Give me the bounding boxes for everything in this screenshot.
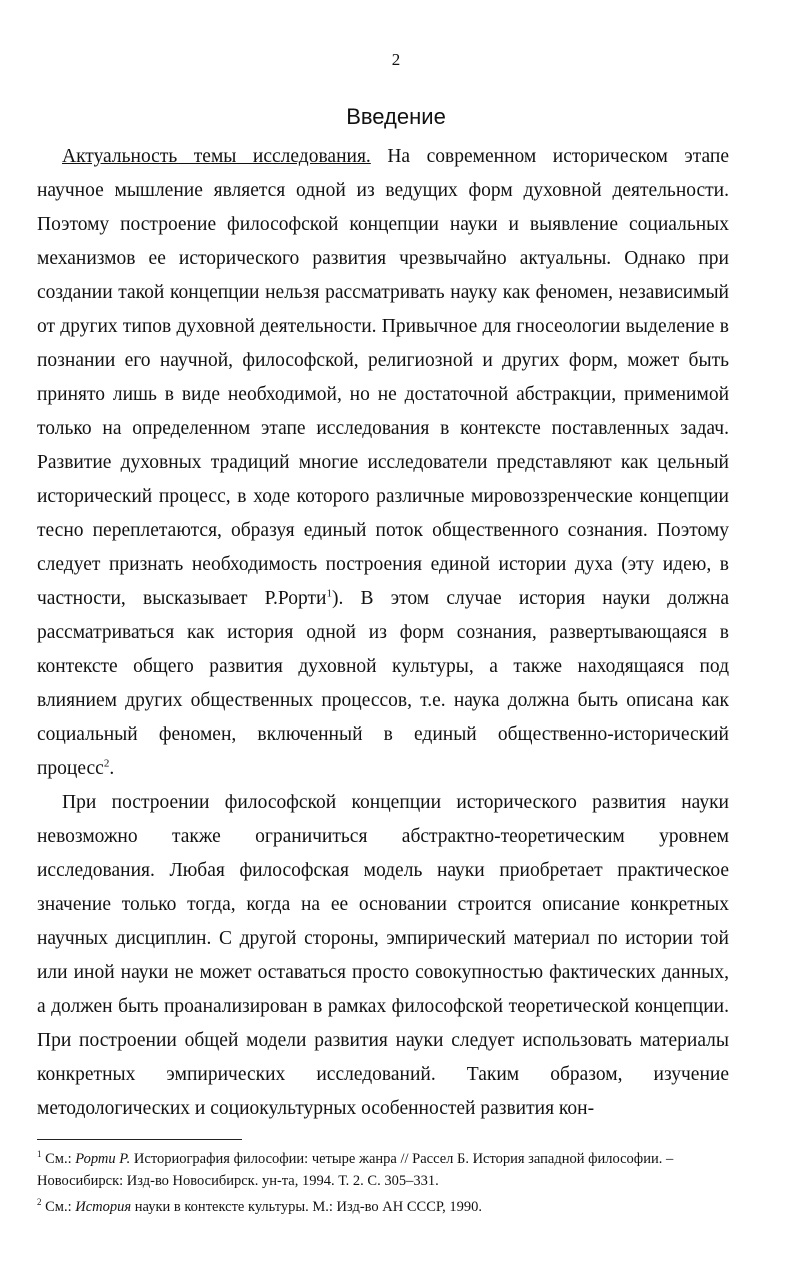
footnote-divider <box>37 1139 242 1140</box>
footnote-2-prefix: См.: <box>41 1199 76 1215</box>
footnote-1 <box>37 1148 729 1192</box>
paragraph-methodology: При построении философской концепции исторического развития науки невозможно также ограничиться абстрактно-теоретическим уровнем исследования. Любая философская модель науки приобретает практическое значение только тогда, когда на ее основании строится описание конкретных научных дисциплин. С другой стороны, эмпирический материал по истории той или иной науки не может оставаться просто совокупностью фактических данных, а должен быть проанализирован в рамках философской теоретической концепции. При построении общей модели развития науки следует использовать материалы конкретных эмпирических исследований. Таким образом, изучение методологических и социокультурных особенностей развития кон- <box>37 792 729 1119</box>
footnote-2-author: История <box>75 1199 132 1215</box>
footnote-ref-1[interactable]: 1 <box>326 587 332 600</box>
footnotes <box>37 1148 729 1218</box>
page-number: 2 <box>391 50 401 69</box>
footnote-mark-1: 1 <box>37 1149 42 1160</box>
relevance-lead: Актуальность темы исследования. <box>62 146 371 167</box>
main-text <box>37 140 729 1126</box>
footnote-2 <box>37 1196 729 1218</box>
footnote-1-prefix: См.: <box>41 1151 76 1167</box>
paragraph-relevance <box>37 140 729 786</box>
paragraph-relevance-text-c: . <box>109 758 115 779</box>
footnote-mark-2: 2 <box>37 1197 42 1208</box>
footnote-1-author: Рорти Р. <box>75 1151 131 1167</box>
paragraph-relevance-text-b: ). В этом случае история науки должна рассматриваться как история одной из форм сознания, развертывающаяся в контексте общего развития духовной культуры, а также находящаяся под влиянием других общественных процессов, т.е. наука должна быть описана как социальный феномен, включенный в единый общественно-исторический процесс <box>37 588 729 779</box>
footnote-ref-2[interactable]: 2 <box>103 757 110 770</box>
footnote-2-rest: науки в контексте культуры. М.: Изд-во АН СССР, 1990. <box>131 1199 483 1215</box>
footnote-1-rest: Историография философии: четыре жанра // Рассел Б. История западной философии. – Новосибирск: Изд-во Новосибирск. ун-та, 1994. Т. 2. С. 305–331. <box>37 1151 674 1189</box>
paragraph-relevance-text-a: На современном историческом этапе научное мышление является одной из ведущих форм духовной деятельности. Поэтому построение философской концепции науки и выявление социальных механизмов ее исторического развития чрезвычайно актуальны. Однако при создании такой концепции нельзя рассматривать науку как феномен, независимый от других типов духовной деятельности. Привычное для гносеологии выделение в познании его научной, философской, религиозной и других форм, может быть принято лишь в виде необходимой, но не достаточной абстракции, применимой только на определенном этапе исследования в контексте поставленных задач. Развитие духовных традиций многие исследователи представляют как цельный исторический процесс, в ходе которого различные мировоззренческие концепции тесно переплетаются, образуя единый поток общественного сознания. Поэтому следует признать необходимость построения единой истории духа (эту идею, в частности, высказывает Р.Рорти <box>37 146 730 609</box>
page-title: Введение <box>346 104 446 129</box>
